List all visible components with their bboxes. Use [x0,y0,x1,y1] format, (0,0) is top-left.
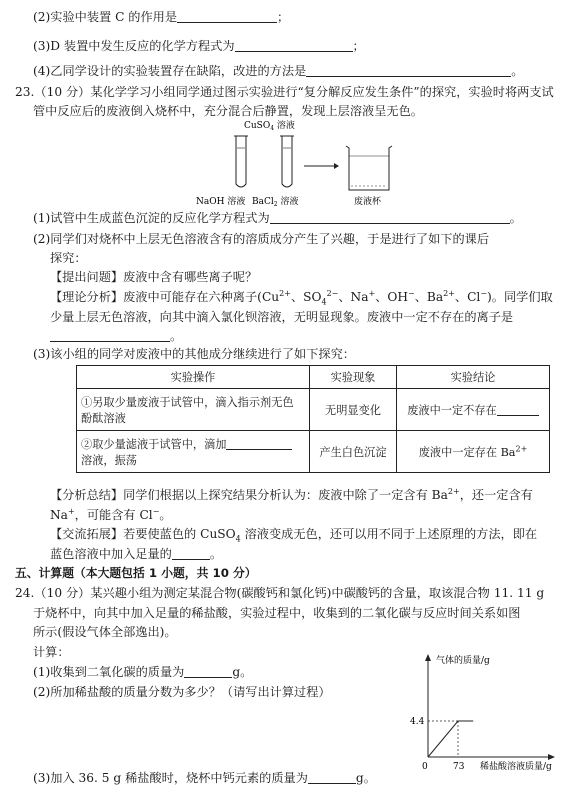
y-axis [425,654,431,757]
q24-header-line3: 所示(假设气体全部逸出)。 [33,625,177,639]
table-cell-phenomenon: 产生白色沉淀 [310,431,397,473]
table-header-cell: 实验结论 [397,366,550,389]
table-cell-operation: ②取少量滤液于试管中，滴加 溶液，振荡 [77,431,310,473]
answer-blank[interactable] [50,329,170,342]
q23-summary-line1: 【分析总结】同学们根据以上探究结果分析认为：废液中除了一定含有 $Ba^{2+}$，还一定含有 [50,486,533,502]
beaker-label: 废液杯 [354,197,382,207]
origin-label: 0 [422,762,428,772]
bacl2-label: BaCl$_2$ 溶液 [252,197,299,208]
q23-item2-line2: 探究： [50,251,87,265]
q24-header-line1: 24.（10 分）某兴趣小组为测定某混合物(碳酸钙和氯化钙)中碳酸钙的含量，取该混合物 11. 11 g [15,586,545,600]
q22-item2: (2)实验中装置 C 的作用是 ； [33,10,290,24]
table-cell-conclusion: 废液中一定存在 $Ba^{2+}$ [397,431,550,473]
table-row [77,431,550,473]
series-line [428,721,473,757]
test-tube-naoh [234,136,248,187]
q23-item3: (3)该小组的同学对废液中的其他成分继续进行了如下探究： [33,347,355,361]
x-axis [428,754,555,760]
answer-blank[interactable] [226,437,292,450]
table-header-cell: 实验现象 [310,366,397,389]
test-tube-bacl2 [280,136,294,187]
q23-item1: (1)试管中生成蓝色沉淀的反应化学方程式为 。 [33,211,522,225]
q24-header-line2: 于烧杯中，向其中加入足量的稀盐酸，实验过程中，收集到的二氧化碳与反应时间关系如图 [33,606,521,620]
q23-extension-line1: 【交流拓展】若要使蓝色的 CuSO$_4$ 溶液变成无色，还可以用不同于上述原理的方法，即在 [50,527,538,544]
q23-theory-line2: 少量上层无色溶液，向其中滴入氯化钡溶液，无明显现象。废液中一定不存在的离子是 [50,310,514,324]
table-cell-operation: ①另取少量废液于试管中，滴入指示剂无色 酚酞溶液 [77,389,310,431]
q23-header-line1: 23.（10 分）某化学学习小组同学通过图示实验进行“复分解反应发生条件”的探究，实验时将两支试 [15,85,554,99]
q24-item3: (3)加入 36. 5 g 稀盐酸时，烧杯中钙元素的质量为 g。 [33,771,376,785]
answer-blank[interactable] [172,547,210,560]
q22-item3: (3)D 装置中发生反应的化学方程式为 ； [33,39,365,53]
q23-extension-line2: 蓝色溶液中加入足量的 。 [50,547,223,561]
q23-theory-line1: 【理论分析】废液中可能存在六种离子($Cu^{2+}$、$SO_4^{2-}$、Na+、OH−、$Ba^{2+}$、Cl−)。同学们取 [50,288,553,307]
q23-theory-line3: 。 [50,328,182,344]
table-cell-conclusion: 废液中一定不存在 [397,389,550,431]
q23-ask: 【提出问题】废液中含有哪些离子呢？ [50,270,258,284]
answer-blank[interactable] [177,10,277,23]
answer-blank[interactable] [235,39,353,52]
q24-item2: (2)所加稀盐酸的质量分数为多少？（请写出计算过程） [33,685,331,699]
x-tick-label: 73 [453,762,465,772]
q23-summary-line2: Na+，可能含有 Cl−。 [50,506,172,522]
q23-item2-line1: (2)同学们对烧杯中上层无色溶液含有的溶质成分产生了兴趣，于是进行了如下的课后 [33,232,490,246]
x-axis-label: 稀盐酸溶液质量/g [480,762,552,772]
answer-blank[interactable] [306,64,511,77]
beaker-icon [346,146,392,190]
q22-item4: (4)乙同学设计的实验装置存在缺陷，改进的方法是 。 [33,64,524,78]
table-header-cell: 实验操作 [77,366,310,389]
q23-header-line2: 管中反应后的废液倒入烧杯中，充分混合后静置，发现上层溶液呈无色。 [33,104,423,118]
cuso4-label: CuSO$_4$ 溶液 [244,121,295,132]
answer-blank[interactable] [308,771,356,784]
q24-item1: (1)收集到二氧化碳的质量为 g。 [33,665,253,679]
table-header-row [77,366,550,389]
naoh-label: NaOH 溶液 [196,197,246,207]
experiment-table [76,365,550,473]
answer-blank[interactable] [184,665,232,678]
arrow-right-icon [304,163,339,169]
answer-blank[interactable] [497,403,539,416]
y-tick-label: 4.4 [410,717,425,727]
table-cell-phenomenon: 无明显变化 [310,389,397,431]
q24-calc-label: 计算： [33,645,70,659]
section-title: 五、计算题（本大题包括 1 小题，共 10 分） [15,566,257,580]
y-axis-label: 气体的质量/g [436,656,490,666]
experiment-figure [196,118,416,210]
answer-blank[interactable] [270,211,510,224]
co2-mass-chart [400,645,570,775]
table-row [77,389,550,431]
